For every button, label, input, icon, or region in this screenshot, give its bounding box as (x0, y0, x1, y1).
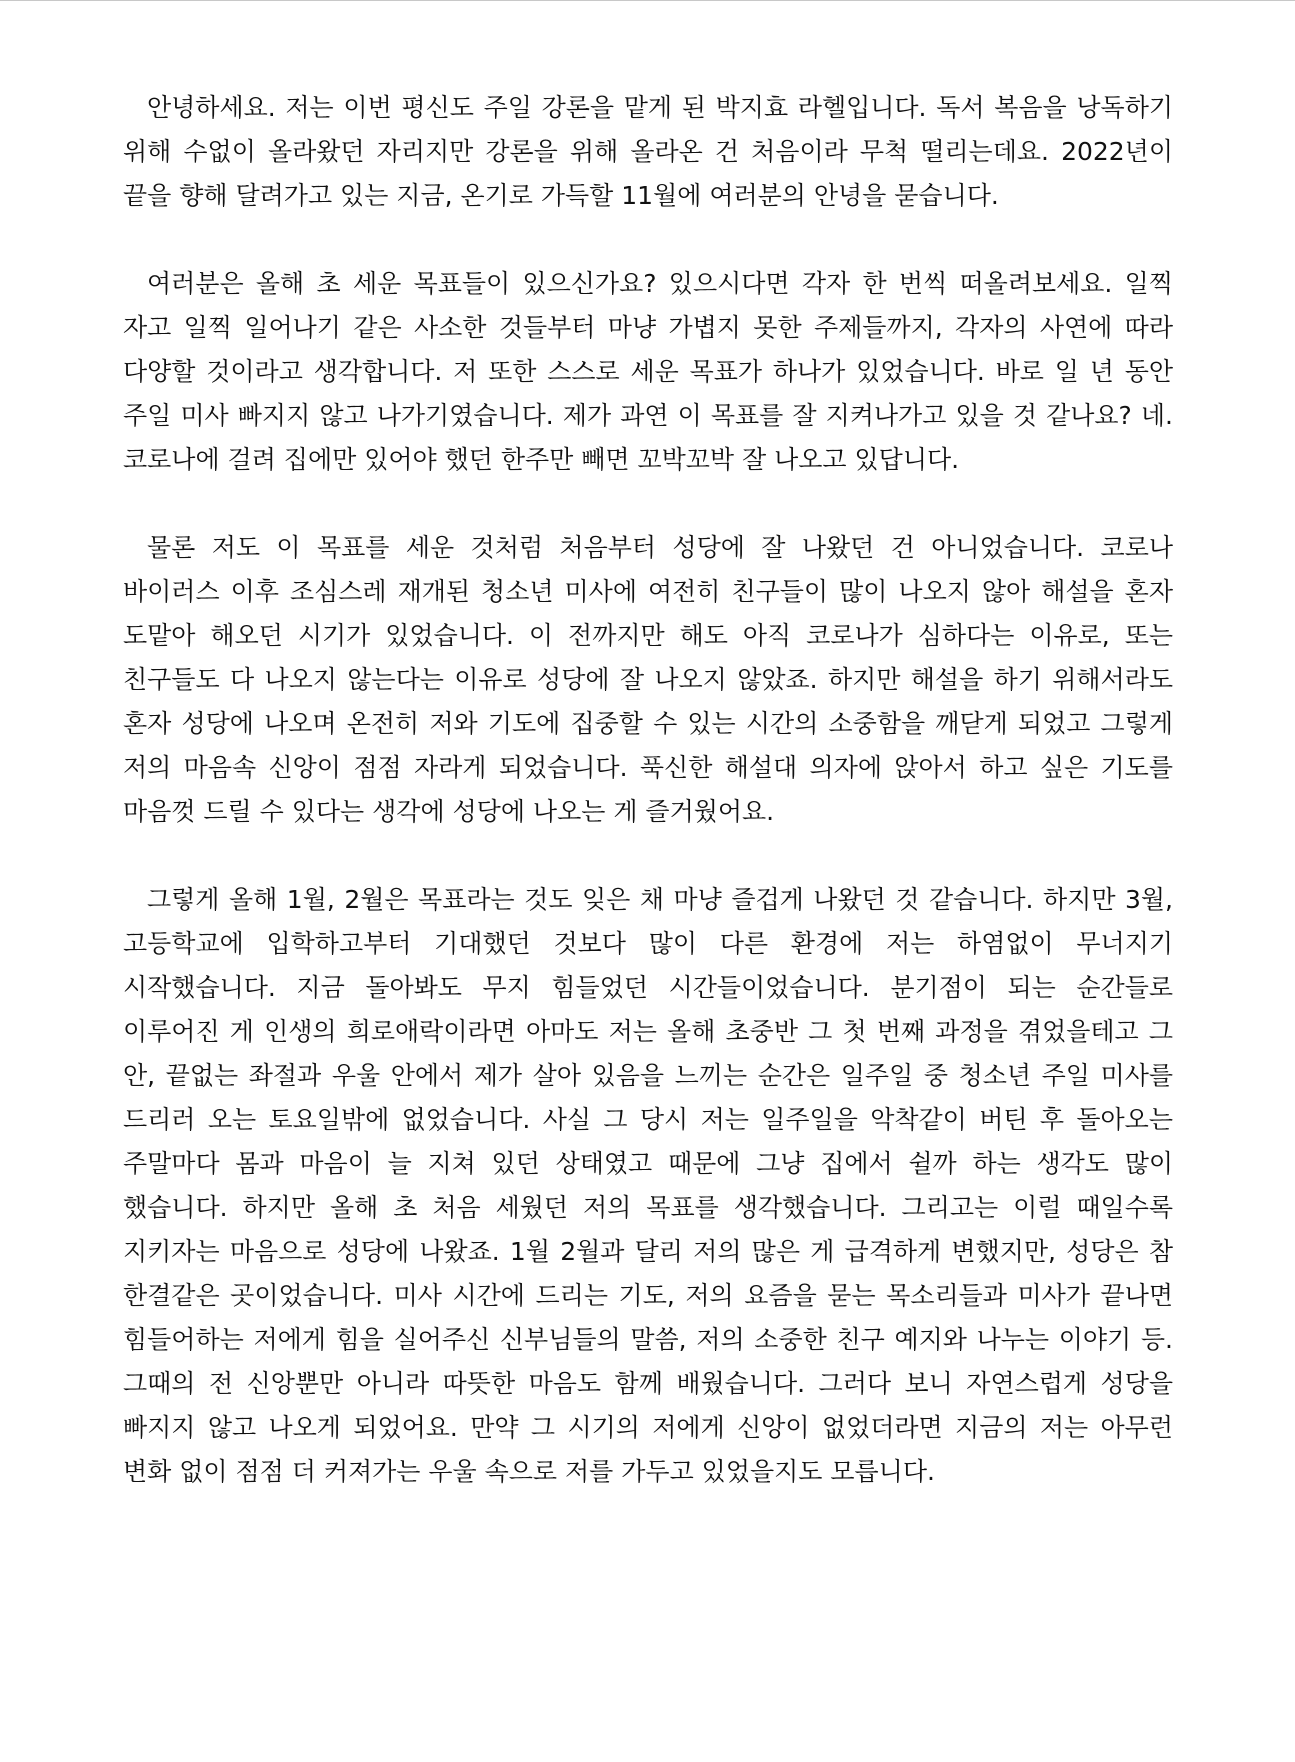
paragraph-greeting: 안녕하세요. 저는 이번 평신도 주일 강론을 맡게 된 박지효 라헬입니다. 독서 복음을 낭독하기 위해 수없이 올라왔던 자리지만 강론을 위해 올라온 건 처음이라 무척 떨리는데요. 2022년이 끝을 향해 달려가고 있는 지금, 온기로 가득할 11월에 여러분의 안녕을 묻습니다. (123, 93, 1173, 210)
top-border-line (0, 0, 1295, 1)
paragraph-beginning: 물론 저도 이 목표를 세운 것처럼 처음부터 성당에 잘 나왔던 건 아니었습니다. 코로나 바이러스 이후 조심스레 재개된 청소년 미사에 여전히 친구들이 많이 나오지 않아 해설을 혼자 도맡아 해오던 시기가 있었습니다. 이 전까지만 해도 아직 코로나가 심하다는 이유로, 또는 친구들도 다 나오지 않는다는 이유로 성당에 잘 나오지 않았죠. 하지만 해설을 하기 위해서라도 혼자 성당에 나오며 온전히 저와 기도에 집중할 수 있는 시간의 소중함을 깨닫게 되었고 그렇게 저의 마음속 신앙이 점점 자라게 되었습니다. 푹신한 해설대 의자에 앉아서 하고 싶은 기도를 마음껏 드릴 수 있다는 생각에 성당에 나오는 게 즐거웠어요. (123, 533, 1173, 826)
paragraph-goals: 여러분은 올해 초 세운 목표들이 있으신가요? 있으시다면 각자 한 번씩 떠올려보세요. 일찍 자고 일찍 일어나기 같은 사소한 것들부터 마냥 가볍지 못한 주제들까지, 각자의 사연에 따라 다양할 것이라고 생각합니다. 저 또한 스스로 세운 목표가 하나가 있었습니다. 바로 일 년 동안 주일 미사 빠지지 않고 나가기였습니다. 제가 과연 이 목표를 잘 지켜나가고 있을 것 같나요? 네. 코로나에 걸려 집에만 있어야 했던 한주만 빼면 꼬박꼬박 잘 나오고 있답니다. (123, 269, 1173, 474)
paragraph-struggle: 그렇게 올해 1월, 2월은 목표라는 것도 잊은 채 마냥 즐겁게 나왔던 것 같습니다. 하지만 3월, 고등학교에 입학하고부터 기대했던 것보다 많이 다른 환경에 저는 하염없이 무너지기 시작했습니다. 지금 돌아봐도 무지 힘들었던 시간들이었습니다. 분기점이 되는 순간들로 이루어진 게 인생의 희로애락이라면 아마도 저는 올해 초중반 그 첫 번째 과정을 겪었을테고 그 안, 끝없는 좌절과 우울 안에서 제가 살아 있음을 느끼는 순간은 일주일 중 청소년 주일 미사를 드리러 오는 토요일밖에 없었습니다. 사실 그 당시 저는 일주일을 악착같이 버틴 후 돌아오는 주말마다 몸과 마음이 늘 지쳐 있던 상태였고 때문에 그냥 집에서 쉴까 하는 생각도 많이 했습니다. 하지만 올해 초 처음 세웠던 저의 목표를 생각했습니다. 그리고는 이럴 때일수록 지키자는 마음으로 성당에 나왔죠. 1월 2월과 달리 저의 많은 게 급격하게 변했지만, 성당은 참 한결같은 곳이었습니다. 미사 시간에 드리는 기도, 저의 요즘을 묻는 목소리들과 미사가 끝나면 힘들어하는 저에게 힘을 실어주신 신부님들의 말씀, 저의 소중한 친구 예지와 나누는 이야기 등. 그때의 전 신앙뿐만 아니라 따뜻한 마음도 함께 배웠습니다. 그러다 보니 자연스럽게 성당을 빠지지 않고 나오게 되었어요. 만약 그 시기의 저에게 신앙이 없었더라면 지금의 저는 아무런 변화 없이 점점 더 커져가는 우울 속으로 저를 가두고 있었을지도 모릅니다. (123, 885, 1173, 1486)
document-body (123, 86, 1173, 1538)
